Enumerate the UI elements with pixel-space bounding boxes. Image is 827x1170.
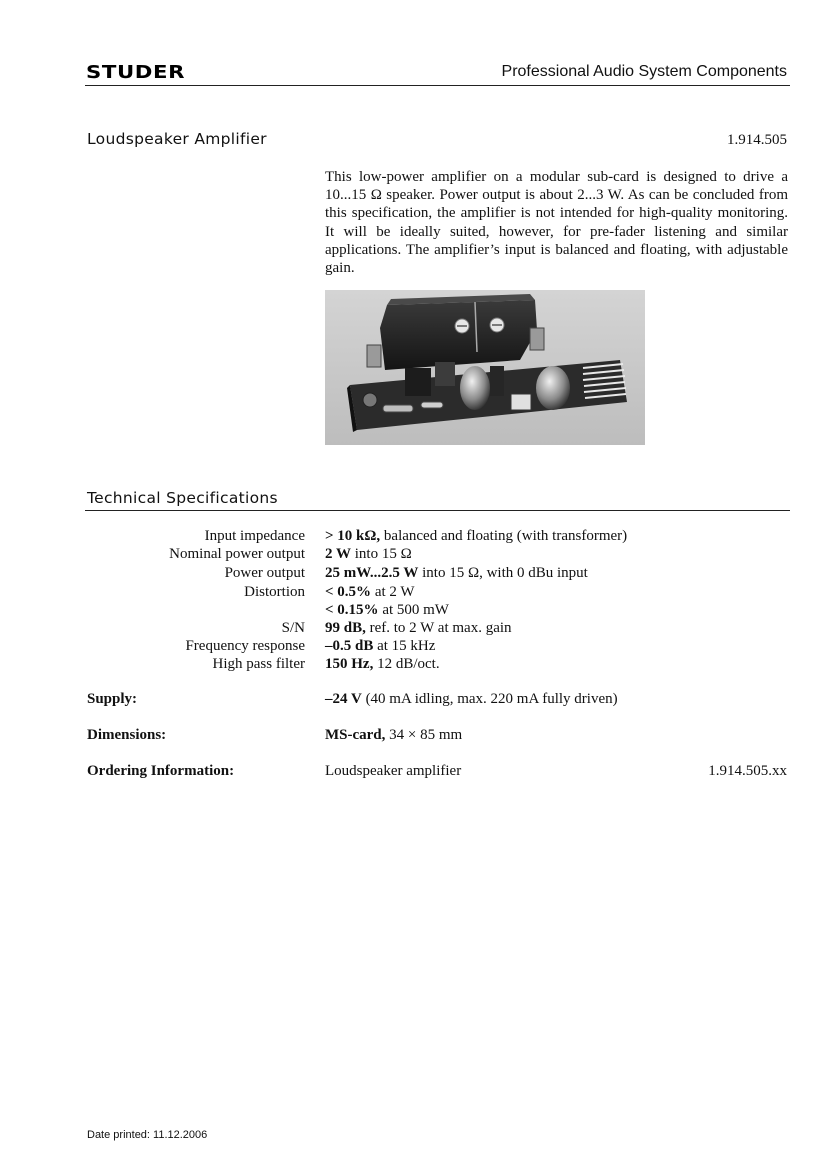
spec-row (0, 619, 827, 637)
specs-title: Technical Specifications (87, 489, 278, 507)
supply-label: Supply: (87, 691, 138, 707)
date-printed: Date printed: 11.12.2006 (87, 1129, 208, 1141)
spec-value: 99 dB, ref. to 2 W at max. gain (325, 620, 512, 636)
product-photo (325, 290, 645, 445)
ordering-number: 1.914.505.xx (708, 763, 787, 779)
spec-value: –0.5 dB at 15 kHz (325, 638, 436, 654)
dimensions-label: Dimensions: (87, 727, 167, 743)
product-description: This low-power amplifier on a modular sub-card is designed to drive a 10...15 Ω speaker. Power output is about 2...3 W. As can be concluded from this specification, the amplifier is not intended for high-quality monitoring. It will be ideally suited, however, for pre-fader listening and similar applications. The amplifier’s input is balanced and floating, with adjustable gain. (325, 169, 788, 277)
product-title: Loudspeaker Amplifier (87, 130, 267, 148)
spec-row (0, 527, 827, 545)
ordering-label: Ordering Information: (87, 763, 235, 779)
amplifier-card-image (325, 290, 645, 445)
spec-label: Nominal power output (169, 546, 305, 562)
spec-label: Power output (224, 565, 305, 581)
specs-rule (85, 510, 790, 511)
spec-label: Input impedance (204, 528, 305, 544)
spec-row (0, 564, 827, 582)
spec-label: Frequency response (185, 638, 305, 654)
spec-value: 25 mW...2.5 W into 15 Ω, with 0 dBu input (325, 565, 588, 581)
supply-value: –24 V (40 mA idling, max. 220 mA fully driven) (325, 691, 618, 707)
part-number: 1.914.505 (727, 132, 787, 148)
spec-row (0, 601, 827, 619)
header-title: Professional Audio System Components (501, 63, 787, 80)
spec-row (0, 545, 827, 563)
spec-value: 2 W into 15 Ω (325, 546, 412, 562)
spec-row (0, 583, 827, 601)
dimensions-value: MS-card, 34 × 85 mm (325, 727, 463, 743)
spec-label: High pass filter (212, 656, 305, 672)
ordering-item: Loudspeaker amplifier (325, 763, 462, 779)
spec-value: 150 Hz, 12 dB/oct. (325, 656, 440, 672)
spec-value: > 10 kΩ, balanced and floating (with transformer) (325, 528, 628, 544)
spec-label: S/N (281, 620, 305, 636)
spec-value: < 0.15% at 500 mW (325, 602, 449, 618)
spec-row (0, 637, 827, 655)
header-rule (85, 85, 790, 86)
spec-value: < 0.5% at 2 W (325, 584, 415, 600)
spec-label: Distortion (244, 584, 305, 600)
studer-logo: STUDER (86, 62, 186, 83)
spec-row (0, 655, 827, 673)
